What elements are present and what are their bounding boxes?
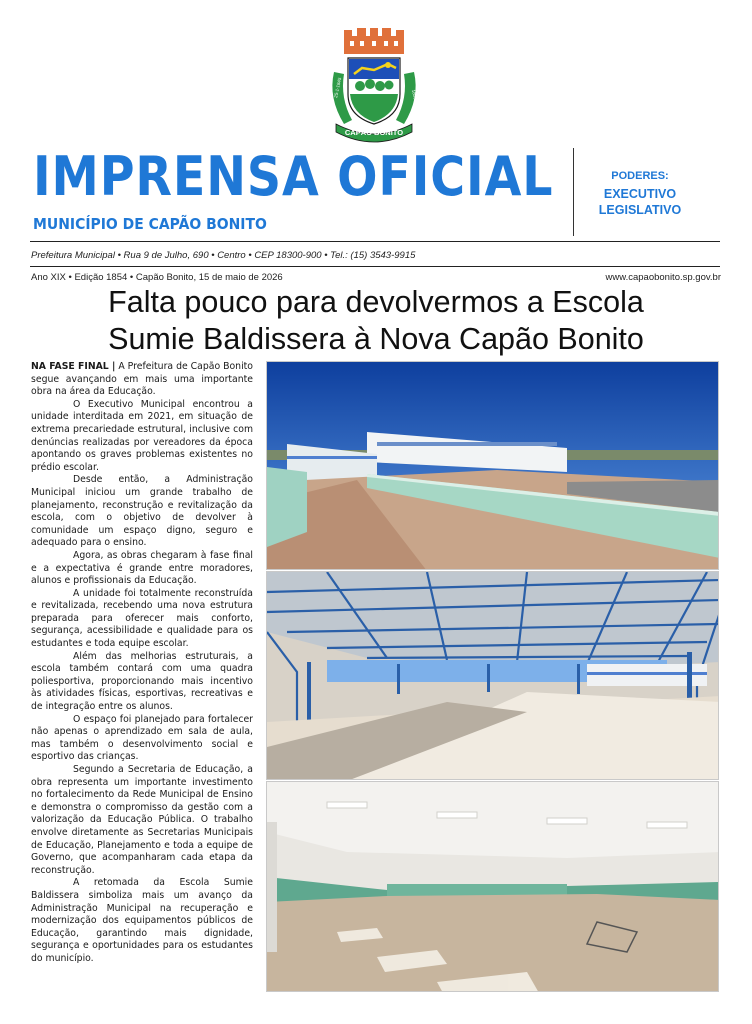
powers-label: PODERES: (611, 170, 669, 182)
article-paragraph: O espaço foi planejado para fortalecer não apenas o aprendizado em sala de aula, mas também o desenvolvimento social e esportivo das crianças. (31, 713, 253, 763)
header-rule (30, 241, 720, 242)
coat-of-arms-logo (326, 28, 422, 146)
power-legislativo: LEGISLATIVO (598, 203, 682, 217)
address-rule (30, 266, 720, 267)
headline (20, 284, 732, 358)
powers-box (590, 170, 690, 218)
article-paragraph: Segundo a Secretaria de Educação, a obra representa um importante investimento no fortalecimento da Rede Municipal de Ensino e demonstra o compromisso da gestão com a valorização da Educação Pública. O trabalho envolve diretamente as Secretarias Municipais de Educação, Planejamento e toda a equipe de Governo, que acompanharam cada etapa da reconstrução. (31, 764, 253, 876)
article-paragraph: Agora, as obras chegaram à fase final e a expectativa é grande entre moradores, alunos e profissionais da Educação. (31, 549, 253, 587)
article-body (31, 361, 253, 966)
masthead-subtitle: MUNICÍPIO DE CAPÃO BONITO (33, 215, 267, 233)
masthead-title: IMPRENSA OFICIAL (33, 145, 554, 208)
article-paragraph: A unidade foi totalmente reconstruída e revitalizada, recebendo uma nova estrutura preparada para oferecer mais conforto, segurança, acessibilidade e qualidade para os estudantes e toda equipe escolar. (31, 587, 253, 650)
crest-right-ribbon-text: 1803 (411, 89, 418, 101)
article-kicker: NA FASE FINAL | (31, 361, 116, 372)
masthead-divider (573, 148, 574, 236)
power-executivo: EXECUTIVO (603, 187, 677, 201)
website-link[interactable]: www.capaobonito.sp.gov.br (605, 272, 721, 283)
article-lead (31, 361, 253, 399)
crest-banner-text: CAPÃO BONITO (344, 128, 404, 137)
headline-line-1: Falta pouco para devolvermos a Escola (108, 285, 644, 319)
photo-school-exterior (266, 361, 719, 570)
headline-line-2: Sumie Baldissera à Nova Capão Bonito (108, 322, 644, 356)
article-paragraph: A retomada da Escola Sumie Baldissera simboliza mais um avanço da Administração Municipal na recuperação e modernização dos equipamentos públicos de Educação, garantindo mais dignidade, segurança e oportunidades para os estudantes do município. (31, 877, 253, 964)
photo-sports-court (266, 571, 719, 780)
address-line: Prefeitura Municipal • Rua 9 de Julho, 690 • Centro • CEP 18300-900 • Tel.: (15) 3543-9915 (31, 250, 416, 261)
article-paragraph: Desde então, a Administração Municipal iniciou um grande trabalho de planejamento, reconstrução e revitalização da escola, com o objetivo de devolver à comunidade um espaço digno, seguro e adequado para o ensino. (31, 474, 253, 549)
article-lead-text: A Prefeitura de Capão Bonito segue avançando em mais uma importante obra na área da Educação. (31, 361, 253, 398)
article-paragraph: O Executivo Municipal encontrou a unidade interditada em 2021, em situação de extrema precariedade estrutural, inclusive com denúncias realizadas por vereadores da época apontando os graves problemas existentes no prédio escolar. (31, 398, 253, 473)
issue-line: Ano XIX • Edição 1854 • Capão Bonito, 15 de maio de 2026 (31, 272, 283, 283)
crest-left-ribbon-text: 25-1-1845 (333, 77, 343, 99)
article-paragraph: Além das melhorias estruturais, a escola também contará com uma quadra poliesportiva, proporcionando mais incentivo às atividades físicas, esportivas, recreativas e de integração entre os alunos. (31, 650, 253, 713)
photo-interior-hall (266, 781, 719, 992)
